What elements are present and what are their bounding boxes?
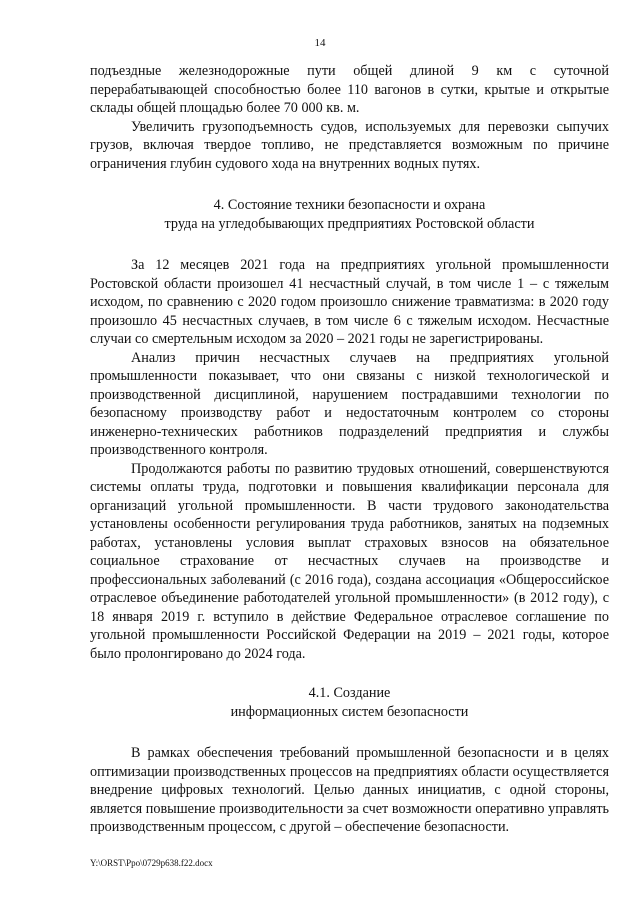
paragraph: Анализ причин несчастных случаев на предприятиях угольной промышленности показывает, что они связаны с низкой технологической и производственной дисциплиной, нарушением пострадавшими технологии по безопасному производству работ и недостаточным контролем со стороны инженерно-технических работников подразделений предприятия и службы производственного контроля. — [90, 349, 609, 458]
section-heading-4 — [90, 196, 609, 233]
page-number: 14 — [314, 37, 326, 49]
paragraph: Увеличить грузоподъемность судов, используемых для перевозки сыпучих грузов, включая твердое топливо, не представляется возможным по причине ограничения глубин судового хода на внутренних водных путях. — [90, 118, 609, 172]
heading-line: информационных систем безопасности — [230, 703, 469, 720]
paragraph: подъездные железнодорожные пути общей длиной 9 км с суточной перерабатывающей способностью более 110 вагонов в сутки, крытые и открытые склады общей площадью более 70 000 кв. м. — [90, 63, 609, 116]
heading-line: 4. Состояние техники безопасности и охрана — [213, 197, 486, 213]
document-body — [90, 62, 609, 837]
section-4-body — [90, 256, 609, 663]
section-4-1-body — [90, 744, 609, 837]
paragraph: За 12 месяцев 2021 года на предприятиях угольной промышленности Ростовской области произошел 41 несчастный случай, в том числе 1 – с тяжелым исходом, по сравнению с 2020 годом произошло снижение травматизма: в 2020 году произошло 45 несчастных случаев, в том числе 6 с тяжелым исходом. Несчастные случаи со смертельным исходом за 2020 – 2021 годы не зарегистрированы. — [90, 257, 609, 347]
paragraph: В рамках обеспечения требований промышленной безопасности и в целях оптимизации производственных процессов на предприятиях области осуществляется внедрение цифровых технологий. Целью данных инициатив, с одной стороны, является повышение производительности за счет возможности оперативно управлять производственным процессом, с другой – обеспечение безопасности. — [90, 745, 609, 835]
heading-line: 4.1. Создание — [308, 685, 391, 701]
paragraph: Продолжаются работы по развитию трудовых отношений, совершенствуются системы оплаты труда, подготовки и повышения квалификации персонала для организаций угольной промышленности. В части трудового законодательства установлены особенности регулирования труда работников, занятых на подземных работах, установлены условия выплат страховых взносов на обязательное социальное страхование от несчастных случаев на производстве и профессиональных заболеваний (с 2016 года), создана ассоциация «Общероссийское отраслевое объединение работодателей угольной промышленности» (в 2012 году), с 18 января 2019 г. вступило в действие Федеральное отраслевое соглашение по угольной промышленности Российской Федерации на 2019 – 2021 годы, которое было пролонгировано до 2024 года. — [90, 460, 609, 662]
section-heading-4-1 — [90, 684, 609, 721]
heading-line: труда на угледобывающих предприятиях Ростовской области — [164, 215, 535, 232]
footer-file-path: Y:\ORST\Ppo\0729p638.f22.docx — [90, 858, 213, 868]
